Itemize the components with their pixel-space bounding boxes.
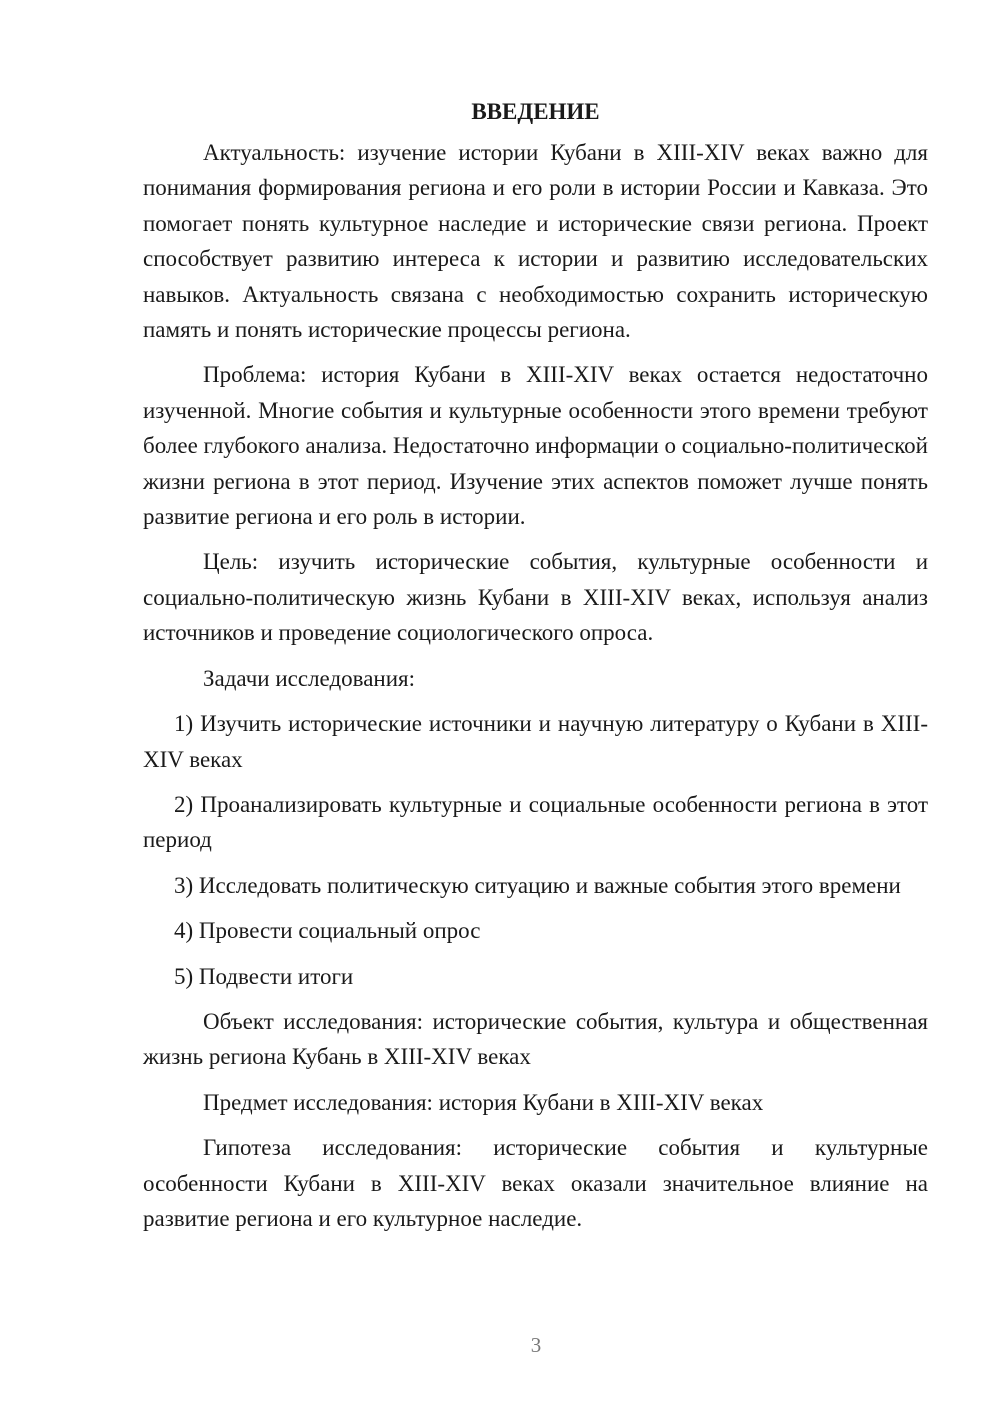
object-paragraph: Объект исследования: исторические события, культура и общественная жизнь региона Кубань в XIII-XIV веках [143, 1008, 928, 1070]
page-content [143, 97, 928, 1246]
section-heading: ВВЕДЕНИЕ [471, 99, 600, 124]
page-number: 3 [530, 1333, 542, 1357]
goal-paragraph: Цель: изучить исторические события, культурные особенности и социально-политическую жизнь Кубани в XIII-XIV веках, используя анализ источников и проведение социологического опроса. [143, 549, 928, 646]
task-item-4: 4) Провести социальный опрос [174, 918, 481, 944]
subject-paragraph: Предмет исследования: история Кубани в XIII-XIV веках [203, 1089, 764, 1115]
relevance-paragraph: Актуальность: изучение истории Кубани в XIII-XIV веках важно для понимания формирования региона и его роли в истории России и Кавказа. Это помогает понять культурное наследие и исторические связи региона. Проект способствует развитию интереса к истории и развитию исследовательских навыков. Актуальность связана с необходимостью сохранить историческую память и понять исторические процессы региона. [143, 140, 928, 343]
problem-paragraph: Проблема: история Кубани в XIII-XIV веках остается недостаточно изученной. Многие события и культурные особенности этого времени требуют более глубокого анализа. Недостаточно информации о социально-политической жизни региона в этот период. Изучение этих аспектов поможет лучше понять развитие региона и его роль в истории. [143, 362, 928, 530]
tasks-intro: Задачи исследования: [203, 665, 416, 691]
hypothesis-paragraph: Гипотеза исследования: исторические события и культурные особенности Кубани в XIII-XIV веках оказали значительное влияние на развитие региона и его культурное наследие. [143, 1135, 928, 1231]
task-item-2: 2) Проанализировать культурные и социальные особенности региона в этот период [143, 791, 928, 853]
task-item-1: 1) Изучить исторические источники и научную литературу о Кубани в XIII-XIV веках [143, 711, 928, 772]
task-item-5: 5) Подвести итоги [174, 963, 354, 989]
task-item-3: 3) Исследовать политическую ситуацию и важные события этого времени [174, 872, 901, 898]
